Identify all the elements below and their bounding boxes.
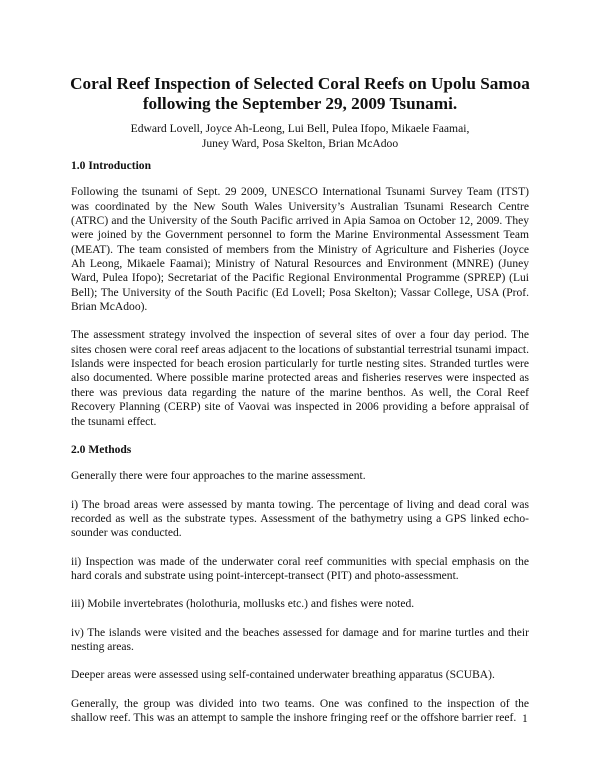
methods-paragraph-3: ii) Inspection was made of the underwater coral reef communities with special emphasis on the hard corals and substrate using point-intercept-transect (PIT) and photo-assessment. [71,555,529,582]
title-line-2: following the September 29, 2009 Tsunami. [142,94,458,113]
document-body [71,159,529,739]
intro-paragraph-2: The assessment strategy involved the inspection of several sites of over a four day period. The sites chosen were coral reef areas adjacent to the locations of substantial terrestrial tsunami impact. Islands were inspected for beach erosion particularly for turtle nesting sites. Stranded turtles were also documented. Where possible marine protected areas and fisheries reserves were inspected as there was previous data regarding the nature of the marine benthos. As well, the Coral Reef Recovery Planning (CERP) site of Vaovai was inspected in 2006 providing a before appraisal of the tsunami effect. [71,329,529,428]
authors-line-2: Juney Ward, Posa Skelton, Brian McAdoo [201,136,399,150]
methods-paragraph-5: iv) The islands were visited and the beaches assessed for damage and for marine turtles and their nesting areas. [71,626,529,653]
section-heading-methods: 2.0 Methods [71,443,132,456]
section-heading-introduction: 1.0 Introduction [71,160,151,172]
methods-paragraph-6: Deeper areas were assessed using self-contained underwater breathing apparatus (SCUBA). [71,669,495,682]
author-list [60,122,540,151]
title-line-1: Coral Reef Inspection of Selected Coral Reefs on Upolu Samoa [70,74,530,93]
intro-paragraph-1: Following the tsunami of Sept. 29 2009, UNESCO International Tsunami Survey Team (ITST) was coordinated by the New South Wales University’s Australian Tsunami Research Centre (ATRC) and the University of the South Pacific arrived in Apia Samoa on October 12, 2009. They were joined by the Government personnel to form the Marine Environmental Assessment Team (MEAT). The team consisted of members from the Ministry of Agriculture and Fisheries (Joyce Ah Leong, Mikaele Faamai); Ministry of Natural Resources and Environment (MNRE) (Juney Ward, Pulea Ifopo); Secretariat of the Pacific Regional Environmental Programme (SPREP) (Lui Bell); The University of the South Pacific (Ed Lovell; Posa Skelton); Vassar College, USA (Prof. Brian McAdoo). [71,186,529,314]
document-title [60,74,540,114]
methods-paragraph-1: Generally there were four approaches to the marine assessment. [71,470,366,483]
page-number: 1 [522,712,528,725]
methods-paragraph-2: i) The broad areas were assessed by manta towing. The percentage of living and dead coral was recorded as well as the substrate types. Assessment of the bathymetry using a GPS linked echo-sounder was conducted. [71,498,529,540]
authors-line-1: Edward Lovell, Joyce Ah-Leong, Lui Bell, Pulea Ifopo, Mikaele Faamai, [130,122,470,135]
methods-paragraph-7: Generally, the group was divided into two teams. One was confined to the inspection of the shallow reef. This was an attempt to sample the inshore fringing reef or the offshore barrier reef. [71,697,529,724]
methods-paragraph-4: iii) Mobile invertebrates (holothuria, mollusks etc.) and fishes were noted. [71,598,415,611]
